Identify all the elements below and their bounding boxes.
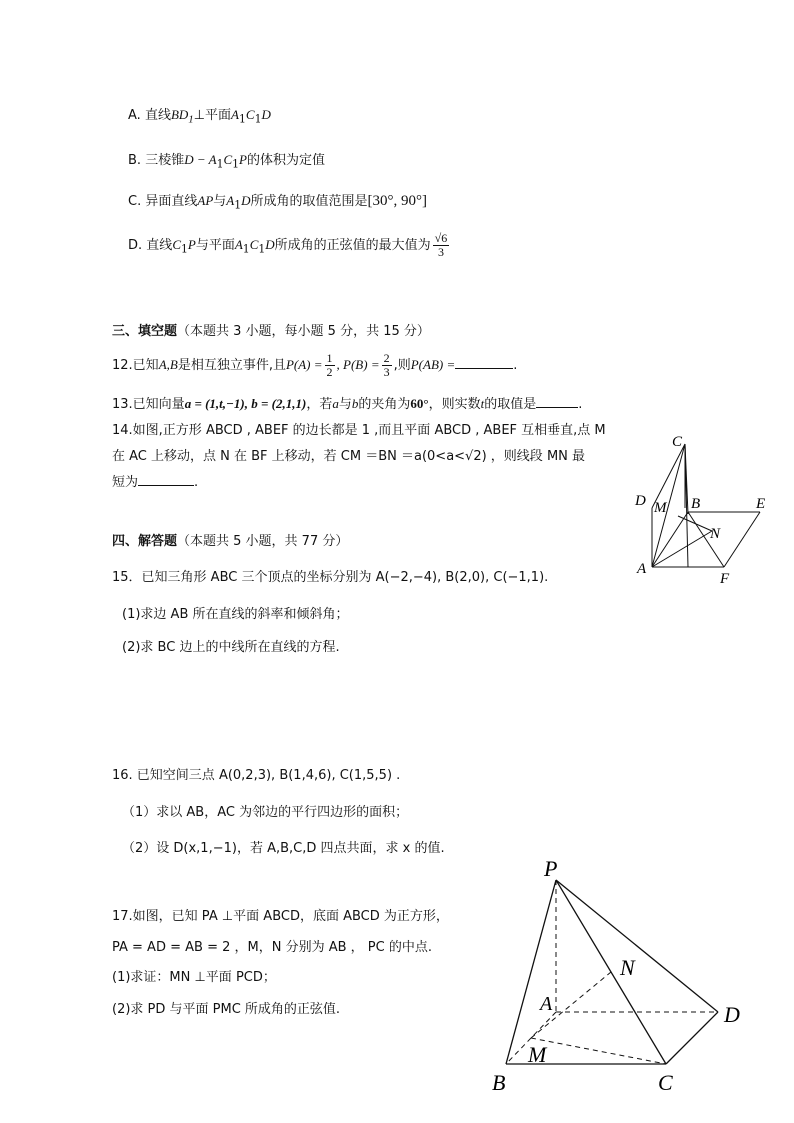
- option-b: B. 三棱锥$D - A_1C_1P$的体积为定值: [128, 152, 326, 171]
- fig17-label-B: B: [492, 1070, 506, 1095]
- question-16-stem: 16. 已知空间三点 A(0,2,3), B(1,4,6), C(1,5,5) .: [112, 768, 401, 783]
- question-15-part2: (2)求 BC 边上的中线所在直线的方程.: [122, 640, 340, 655]
- question-13: 13.已知向量a = (1,t,−1), b = (2,1,1)，若a与b的夹角为60°，则实数t的取值是 .: [112, 396, 583, 412]
- fig14-label-F: F: [720, 571, 730, 587]
- fig14-label-A: A: [637, 561, 647, 577]
- question-17-stem: 17.如图，已知 PA ⊥平面 ABCD，底面 ABCD 为正方形，: [112, 909, 449, 924]
- question-12: 12.已知A,B是相互独立事件,且P(A) = $\frac{1}{2}$ , P(B) = $\frac{2}{3}$ ,则P(AB) = .: [112, 351, 518, 379]
- fig17-label-N: N: [620, 955, 635, 980]
- answer-blank[interactable]: [536, 407, 578, 408]
- figure-q14: [630, 428, 780, 588]
- question-14: 14.如图,正方形 ABCD , ABEF 的边长都是 1 ,而且平面 ABCD , ABEF 互相垂直,点 M 在 AC 上移动，点 N 在 BF 上移动，若 CM ＝BN ＝a(0<a<√2) ，则线段 MN 最 短为 .: [112, 423, 606, 490]
- answer-blank[interactable]: [138, 485, 194, 486]
- fraction-sqrt6-over-3: $\frac{√6}{3}$: [434, 231, 448, 259]
- fig17-label-P: P: [544, 856, 558, 881]
- question-17-given: PA = AD = AB = 2 ，M，N 分别为 AB ， PC 的中点.: [112, 940, 432, 955]
- question-16-part2: （2）设 D(x,1,−1)，若 A,B,C,D 四点共面，求 x 的值.: [122, 841, 445, 856]
- fig14-label-C: C: [672, 434, 683, 450]
- section4-heading: 四、解答题（本题共 5 小题，共 77 分）: [112, 534, 349, 549]
- option-a: A. 直线$BD_1\perp$平面$A_1C_1D$: [128, 107, 271, 126]
- question-17-part2: (2)求 PD 与平面 PMC 所成角的正弦值.: [112, 1002, 341, 1017]
- answer-blank[interactable]: [455, 368, 513, 369]
- fig14-label-B: B: [691, 496, 701, 512]
- fig17-label-A: A: [540, 993, 553, 1015]
- section3-heading: 三、填空题（本题共 3 小题，每小题 5 分，共 15 分）: [112, 324, 430, 339]
- fig14-label-D: D: [635, 493, 646, 509]
- option-d: D. 直线$C_1P$与平面$A_1C_1D$所成角的正弦值的最大值为 $\frac{√6}{3}$: [128, 231, 448, 259]
- fig14-label-M: M: [654, 500, 667, 516]
- question-15-part1: (1)求边 AB 所在直线的斜率和倾斜角；: [122, 607, 349, 622]
- question-15-stem: 15．已知三角形 ABC 三个顶点的坐标分别为 A(−2,−4), B(2,0), C(−1,1).: [112, 570, 549, 585]
- option-c: C. 异面直线AP与$A_1D$所成角的取值范围是[30°, 90°]: [128, 193, 428, 212]
- fig14-label-N: N: [710, 526, 721, 542]
- fig17-label-D: D: [724, 1002, 740, 1027]
- fig17-label-M: M: [528, 1042, 547, 1067]
- question-17-part1: (1)求证：MN ⊥平面 PCD；: [112, 970, 276, 985]
- figure-q17: [488, 852, 758, 1102]
- fig17-label-C: C: [658, 1070, 673, 1095]
- fig14-label-E: E: [756, 496, 766, 512]
- question-16-part1: （1）求以 AB，AC 为邻边的平行四边形的面积；: [122, 805, 409, 820]
